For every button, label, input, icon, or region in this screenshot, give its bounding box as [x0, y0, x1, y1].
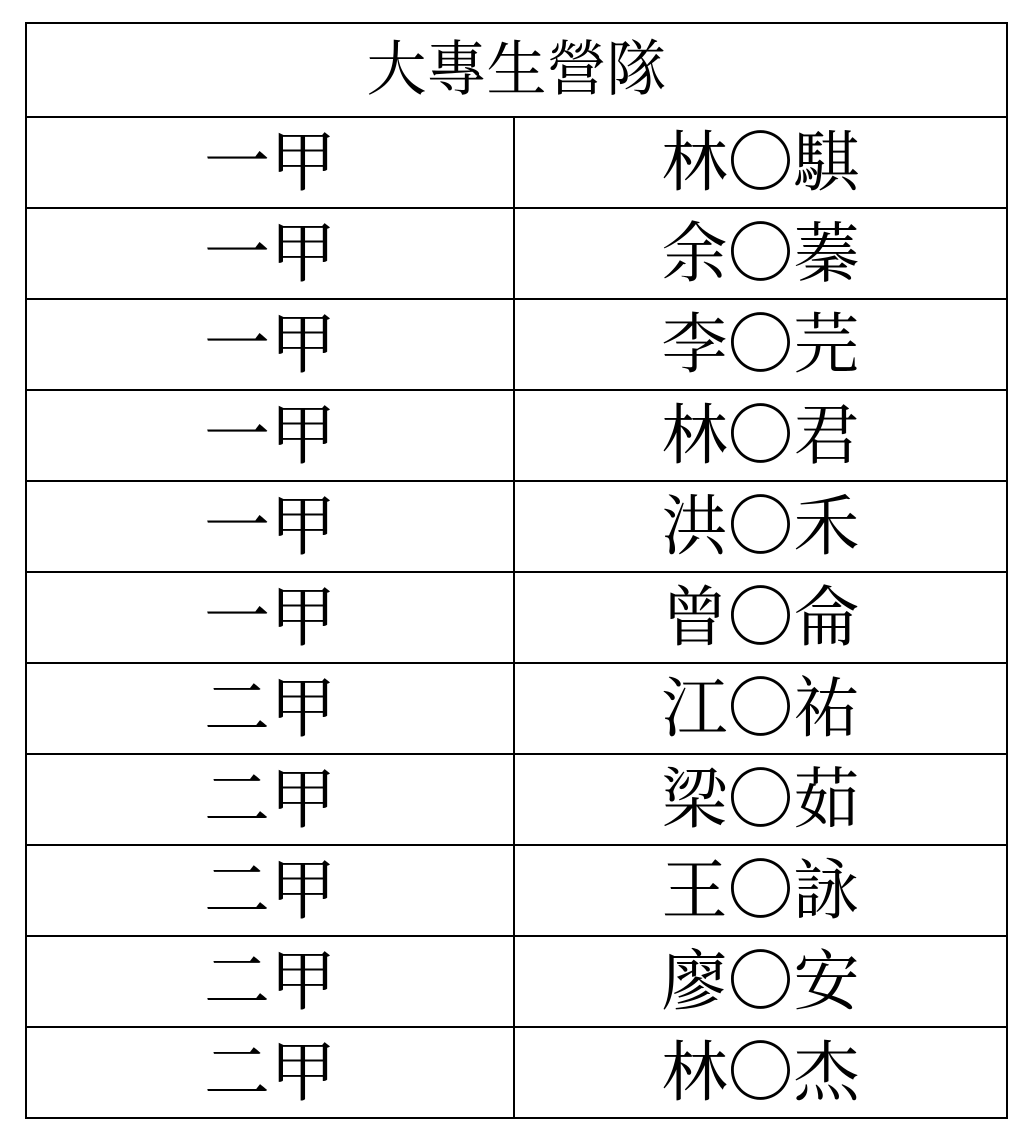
table-row — [26, 754, 1007, 845]
table-title: 大專生營隊 — [26, 23, 1007, 117]
student-name-cell: 廖〇安 — [514, 936, 1007, 1027]
camp-roster-table — [25, 22, 1008, 1119]
student-name-cell: 曾〇侖 — [514, 572, 1007, 663]
table-row — [26, 481, 1007, 572]
class-cell: 一甲 — [26, 299, 514, 390]
student-name-cell: 余〇蓁 — [514, 208, 1007, 299]
table-row — [26, 117, 1007, 208]
class-cell: 二甲 — [26, 663, 514, 754]
student-name-cell: 洪〇禾 — [514, 481, 1007, 572]
student-name-cell: 林〇君 — [514, 390, 1007, 481]
table-row — [26, 572, 1007, 663]
table-row — [26, 1027, 1007, 1118]
student-name-cell: 林〇騏 — [514, 117, 1007, 208]
table-row — [26, 390, 1007, 481]
student-name-cell: 梁〇茹 — [514, 754, 1007, 845]
class-cell: 一甲 — [26, 117, 514, 208]
class-cell: 二甲 — [26, 1027, 514, 1118]
table-row — [26, 845, 1007, 936]
student-name-cell: 林〇杰 — [514, 1027, 1007, 1118]
table-row — [26, 299, 1007, 390]
class-cell: 二甲 — [26, 845, 514, 936]
table-title-row — [26, 23, 1007, 117]
student-name-cell: 江〇祐 — [514, 663, 1007, 754]
student-name-cell: 李〇芫 — [514, 299, 1007, 390]
class-cell: 一甲 — [26, 390, 514, 481]
table-row — [26, 208, 1007, 299]
class-cell: 二甲 — [26, 936, 514, 1027]
class-cell: 二甲 — [26, 754, 514, 845]
class-cell: 一甲 — [26, 572, 514, 663]
table-row — [26, 936, 1007, 1027]
class-cell: 一甲 — [26, 481, 514, 572]
student-name-cell: 王〇詠 — [514, 845, 1007, 936]
class-cell: 一甲 — [26, 208, 514, 299]
table-row — [26, 663, 1007, 754]
